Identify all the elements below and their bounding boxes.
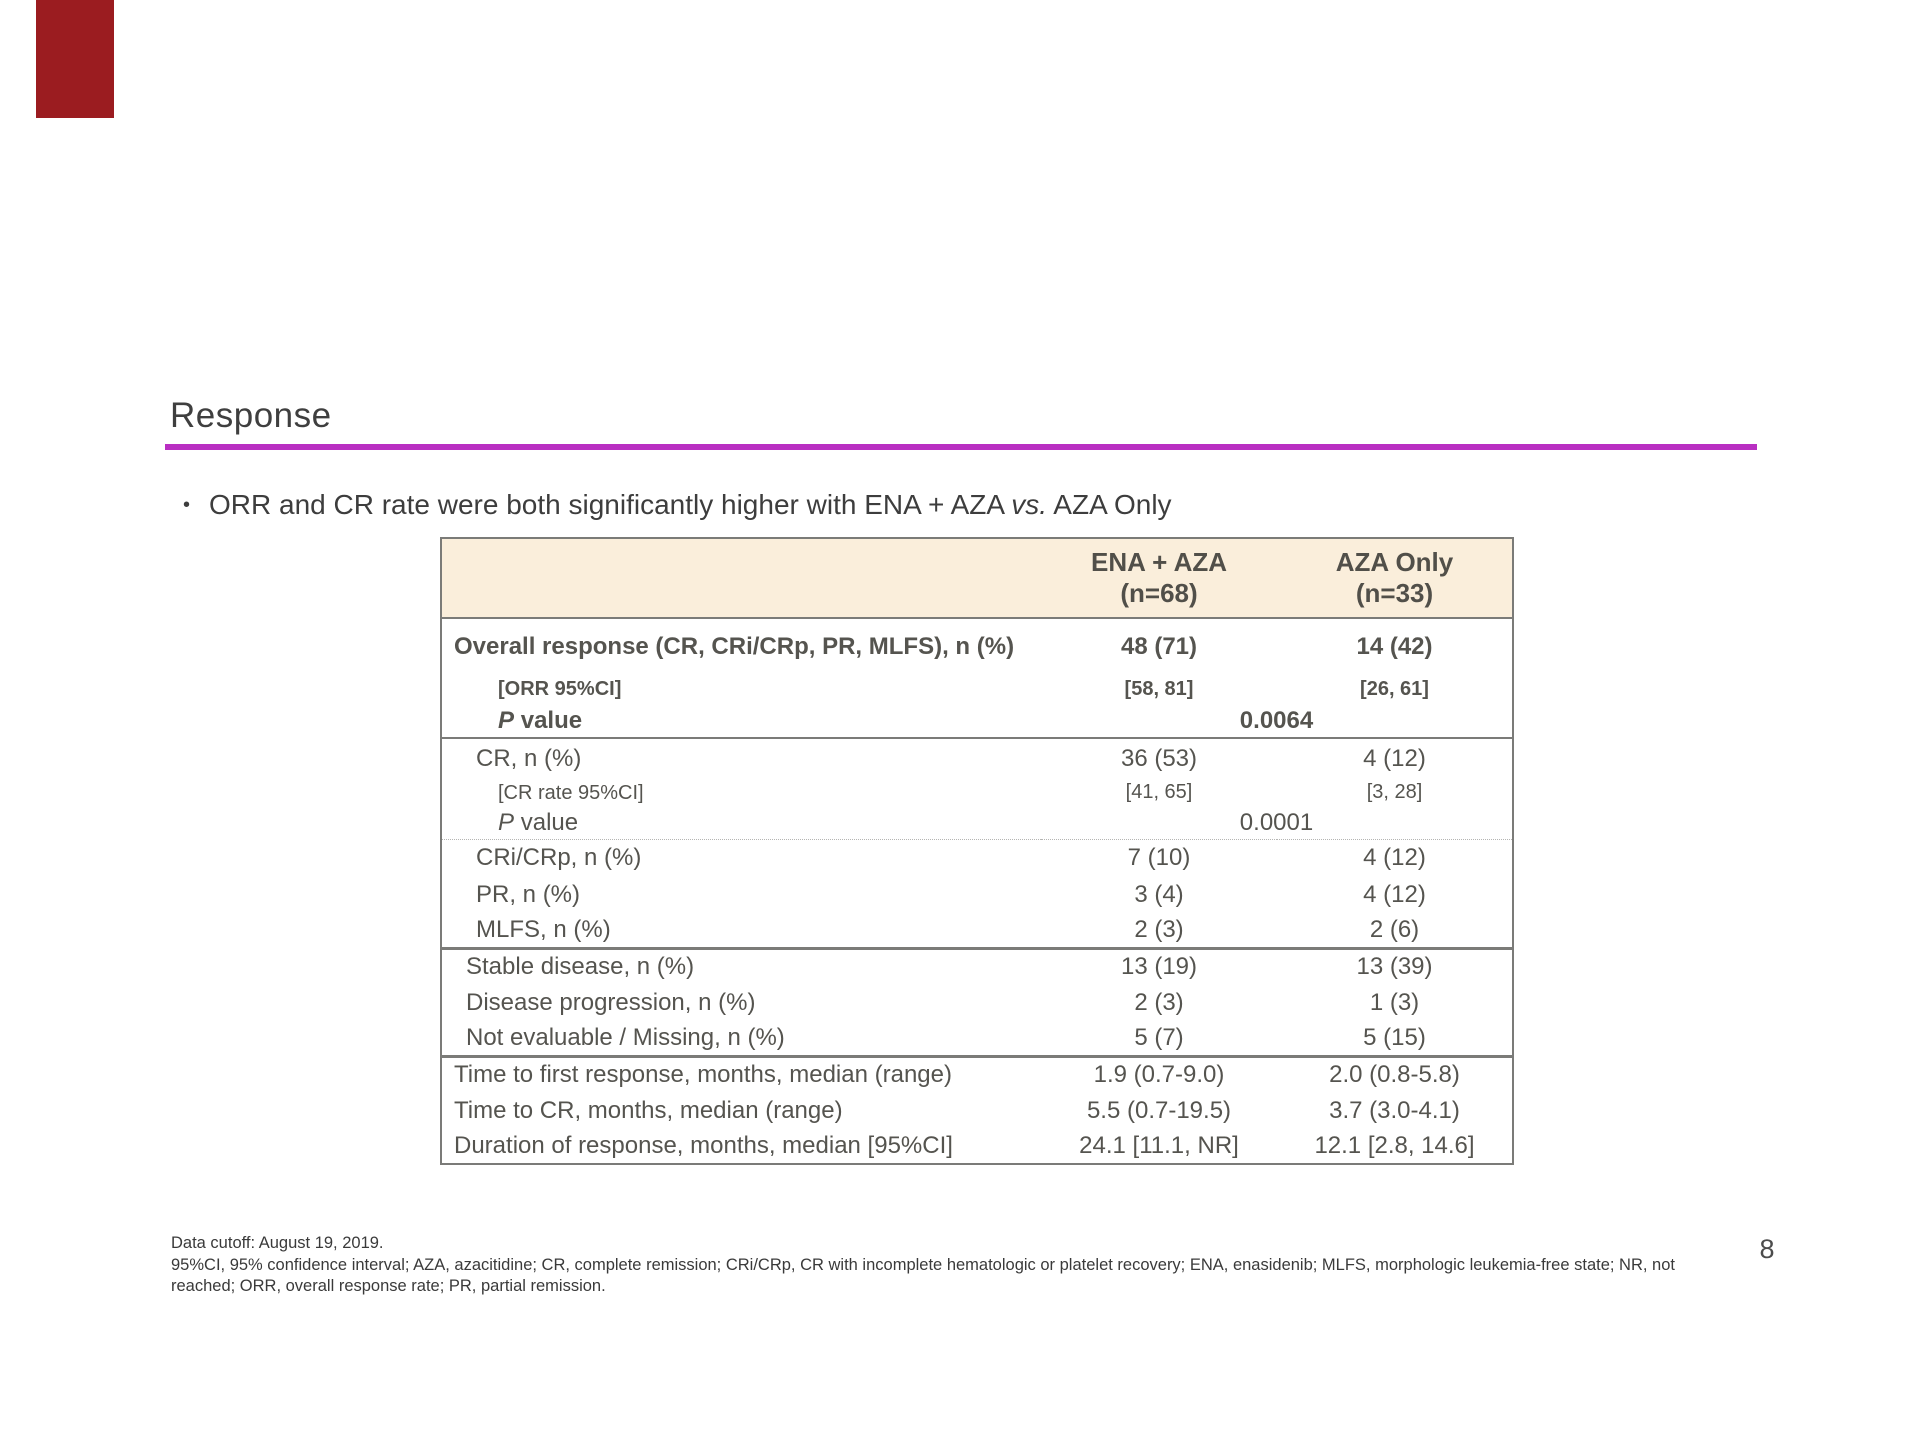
row-label: PR, n (%) [476, 881, 581, 908]
row-label: Duration of response, months, median [95%CI] [454, 1132, 953, 1159]
bullet-text [209, 489, 1172, 521]
cell-pvalue: 0.0064 [1041, 704, 1513, 738]
row-label: Disease progression, n (%) [466, 989, 756, 1016]
cell-aza: 14 (42) [1356, 632, 1433, 660]
table-row [441, 1093, 1513, 1129]
cell-aza: 4 (12) [1363, 744, 1426, 772]
page-number: 8 [1759, 1234, 1775, 1264]
table-row [441, 839, 1513, 877]
cell-ena: 2 (3) [1134, 989, 1184, 1016]
bullet-text-before: ORR and CR rate were both significantly higher with ENA + AZA [209, 489, 1012, 520]
bullet-text-after: AZA Only [1047, 489, 1172, 520]
footnote-line: 95%CI, 95% confidence interval; AZA, azacitidine; CR, complete remission; CRi/CRp, CR with incomplete hematologic or platelet recovery; ENA, enasidenib; MLFS, morphologic leukemia-free state; NR, not [171, 1255, 1675, 1274]
cell-aza: 4 (12) [1363, 881, 1426, 908]
cell-ena: [41, 65] [1125, 781, 1193, 803]
col-header-aza-only-n: (n=33) [1355, 578, 1434, 608]
col-header-ena-aza-name: ENA + AZA [1090, 547, 1228, 577]
table-row-pvalue [441, 807, 1513, 839]
cell-aza: 4 (12) [1363, 844, 1426, 872]
cell-pvalue: 0.0001 [1041, 807, 1513, 839]
row-label [441, 807, 1041, 839]
bullet-point [183, 489, 1172, 521]
bullet-text-italic: vs. [1011, 489, 1048, 520]
cell-aza: 1 (3) [1369, 989, 1420, 1016]
p-rest: value [520, 706, 583, 734]
table-row [441, 1056, 1513, 1093]
table-row [441, 1129, 1513, 1164]
row-label: Overall response (CR, CRi/CRp, PR, MLFS), n (%) [454, 632, 1015, 660]
row-label: CRi/CRp, n (%) [476, 844, 642, 872]
cell-aza: [3, 28] [1366, 781, 1423, 803]
table-row [441, 738, 1513, 778]
table-row [441, 778, 1513, 807]
row-label: Not evaluable / Missing, n (%) [441, 1021, 1041, 1056]
cell-aza: 2 (6) [1277, 913, 1513, 948]
col-header-aza-only [1277, 538, 1513, 618]
cell-ena: 1.9 (0.7-9.0) [1093, 1061, 1225, 1089]
row-label: MLFS, n (%) [441, 913, 1041, 948]
cell-ena: 13 (19) [1120, 953, 1198, 981]
cell-ena: 48 (71) [1120, 632, 1198, 660]
row-label: Time to first response, months, median (range) [454, 1061, 952, 1089]
cell-ena: [58, 81] [1124, 677, 1194, 700]
row-label: Stable disease, n (%) [466, 953, 695, 981]
col-header-ena-aza-n: (n=68) [1120, 578, 1198, 608]
cell-ena: 36 (53) [1120, 744, 1198, 772]
cell-aza: [26, 61] [1360, 677, 1429, 700]
row-label [441, 704, 1041, 738]
cell-ena: 3 (4) [1134, 881, 1184, 908]
table-row [441, 985, 1513, 1021]
table-row [441, 618, 1513, 674]
cell-aza: 3.7 (3.0-4.1) [1329, 1097, 1460, 1124]
title-divider [165, 444, 1757, 450]
cell-aza: 2.0 (0.8-5.8) [1329, 1061, 1460, 1089]
cell-aza: 12.1 [2.8, 14.6] [1314, 1132, 1475, 1159]
table-row [441, 877, 1513, 913]
table-corner-cell [441, 538, 1041, 618]
table-row [441, 1021, 1513, 1056]
cell-ena: 7 (10) [1127, 844, 1191, 872]
table-row [441, 913, 1513, 948]
p-rest: value [520, 808, 579, 836]
cell-ena: 2 (3) [1041, 913, 1277, 948]
table-row [441, 674, 1513, 704]
p-italic: P [498, 706, 515, 734]
cell-aza: 5 (15) [1277, 1021, 1513, 1056]
row-label: [ORR 95%CI] [498, 678, 622, 700]
row-label: Time to CR, months, median (range) [454, 1097, 843, 1124]
response-table [440, 537, 1514, 1165]
row-label: CR, n (%) [476, 744, 582, 772]
cell-ena: 5 (7) [1041, 1021, 1277, 1056]
table-header-row [441, 538, 1513, 618]
footnotes [171, 1233, 1731, 1298]
cell-aza: 13 (39) [1356, 953, 1433, 981]
footnote-line: reached; ORR, overall response rate; PR, partial remission. [171, 1277, 606, 1295]
p-italic: P [498, 808, 515, 836]
col-header-ena-aza [1041, 538, 1277, 618]
footnote-line: Data cutoff: August 19, 2019. [171, 1234, 384, 1252]
page-title: Response [170, 396, 332, 435]
col-header-aza-only-name: AZA Only [1335, 547, 1454, 577]
red-corner-mark [36, 0, 114, 118]
table-row-pvalue [441, 704, 1513, 738]
table-row [441, 948, 1513, 985]
row-label: [CR rate 95%CI] [498, 781, 644, 804]
bullet-icon: • [183, 494, 191, 516]
cell-ena: 5.5 (0.7-19.5) [1086, 1097, 1232, 1124]
cell-ena: 24.1 [11.1, NR] [1079, 1132, 1239, 1159]
